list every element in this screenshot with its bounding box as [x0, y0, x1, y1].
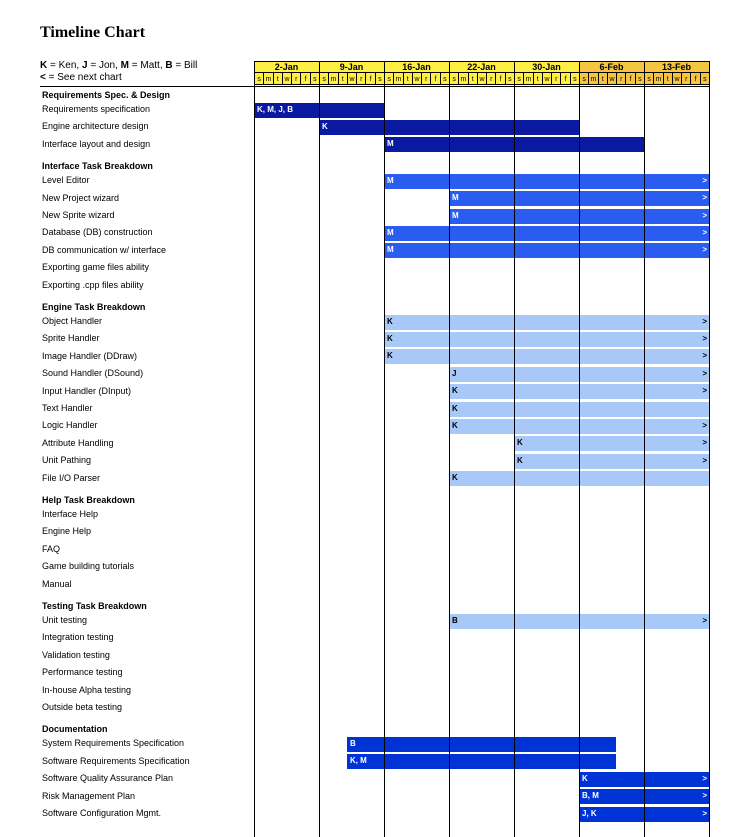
task-bar: [384, 332, 709, 347]
day-header: r: [291, 72, 301, 85]
day-header: s: [375, 72, 385, 85]
task-bar: [347, 737, 616, 752]
day-header: m: [523, 72, 533, 85]
bar-assignee: K: [517, 455, 523, 465]
day-header: f: [690, 72, 700, 85]
continues-marker: >: [702, 245, 707, 255]
continues-marker: >: [702, 193, 707, 203]
bar-assignee: K: [452, 420, 458, 430]
day-header: w: [412, 72, 422, 85]
task-bar: [384, 349, 709, 364]
continues-marker: >: [702, 791, 707, 801]
legend-text: = See next chart: [45, 72, 122, 83]
continues-marker: >: [702, 227, 707, 237]
bar-assignee: K: [517, 438, 523, 448]
day-header: s: [579, 72, 589, 85]
continues-marker: >: [702, 438, 707, 448]
day-header: t: [598, 72, 608, 85]
bar-assignee: K: [387, 333, 393, 343]
task-label: New Project wizard: [42, 192, 120, 203]
task-label: Database (DB) construction: [42, 227, 153, 238]
day-header: s: [449, 72, 459, 85]
week-gridline: [384, 61, 385, 837]
day-header: s: [700, 72, 710, 85]
day-header: t: [663, 72, 673, 85]
task-label: FAQ: [42, 543, 61, 554]
day-header: s: [514, 72, 524, 85]
bar-assignee: J, K: [582, 808, 597, 818]
week-gridline: [319, 61, 320, 837]
task-label: Engine Help: [42, 526, 92, 537]
week-gridline: [514, 61, 515, 837]
day-header: f: [300, 72, 310, 85]
section-heading: Help Task Breakdown: [42, 495, 135, 505]
section-heading: Requirements Spec. & Design: [42, 90, 171, 100]
day-header: m: [263, 72, 273, 85]
bar-assignee: K: [452, 386, 458, 396]
task-bar: [384, 174, 709, 189]
task-label: Unit testing: [42, 615, 88, 625]
day-header: t: [468, 72, 478, 85]
bar-assignee: B: [349, 738, 356, 748]
task-label: Text Handler: [42, 403, 93, 413]
week-header: 30-Jan: [514, 61, 579, 73]
day-header: s: [505, 72, 515, 85]
task-label: Sound Handler (DSound): [42, 368, 144, 379]
day-header: m: [588, 72, 598, 85]
task-label: Level Editor: [42, 175, 90, 186]
week-header: 22-Jan: [449, 61, 514, 73]
legend-line-1: [40, 60, 197, 72]
legend-text: = Matt,: [128, 60, 166, 71]
legend-text: = Ken,: [47, 60, 82, 71]
day-header: w: [477, 72, 487, 85]
task-bar: [514, 454, 709, 469]
task-label: Integration testing: [42, 632, 114, 643]
legend-text: = Bill: [172, 60, 198, 71]
day-header: f: [365, 72, 375, 85]
bar-assignee: K, M: [349, 756, 367, 766]
task-label: Outside beta testing: [42, 702, 123, 712]
week-header: 16-Jan: [384, 61, 449, 73]
day-header: m: [458, 72, 468, 85]
section-heading: Engine Task Breakdown: [42, 302, 146, 312]
continues-marker: >: [702, 333, 707, 343]
task-bar: [347, 754, 616, 769]
task-label: Exporting .cpp files ability: [42, 279, 144, 290]
task-label: Validation testing: [42, 649, 110, 660]
day-header: w: [542, 72, 552, 85]
continues-marker: >: [702, 386, 707, 396]
week-gridline: [449, 61, 450, 837]
task-label: Interface layout and design: [42, 138, 151, 149]
section-heading: Interface Task Breakdown: [42, 161, 153, 172]
task-label: In-house Alpha testing: [42, 684, 132, 695]
day-header: w: [347, 72, 357, 85]
day-header: t: [403, 72, 413, 85]
day-header: r: [486, 72, 496, 85]
task-label: Object Handler: [42, 316, 103, 326]
bar-assignee: K: [387, 316, 393, 326]
day-header: r: [681, 72, 691, 85]
week-gridline: [644, 61, 645, 837]
week-header: 2-Jan: [254, 61, 319, 73]
bar-assignee: K: [322, 121, 328, 131]
continues-marker: >: [702, 210, 707, 220]
bar-assignee: K, M, J, B: [257, 104, 294, 114]
task-label: System Requirements Specification: [42, 738, 185, 749]
task-label: Interface Help: [42, 509, 99, 519]
day-header: r: [421, 72, 431, 85]
week-gridline: [709, 61, 710, 837]
continues-marker: >: [702, 175, 707, 185]
bar-assignee: M: [387, 175, 394, 185]
bar-assignee: J: [452, 368, 457, 378]
continues-marker: >: [702, 368, 707, 378]
legend-text: J: [81, 60, 88, 71]
day-header: s: [310, 72, 320, 85]
bar-assignee: M: [452, 210, 459, 220]
bar-assignee: M: [387, 139, 394, 149]
day-header: m: [653, 72, 663, 85]
bar-assignee: B, M: [582, 791, 599, 801]
bar-assignee: K: [452, 403, 458, 413]
day-header: w: [282, 72, 292, 85]
day-header: s: [319, 72, 329, 85]
task-bar: [384, 315, 709, 330]
continues-marker: >: [702, 773, 707, 783]
task-label: Risk Management Plan: [42, 790, 136, 801]
page-title: Timeline Chart: [40, 24, 146, 41]
bar-assignee: B: [452, 615, 458, 625]
task-bar: [384, 243, 709, 258]
day-header: f: [430, 72, 440, 85]
day-header: f: [625, 72, 635, 85]
day-header: s: [440, 72, 450, 85]
task-bar: [514, 436, 709, 451]
task-label: Unit Pathing: [42, 455, 92, 466]
task-label: New Sprite wizard: [42, 210, 115, 220]
week-header: 6-Feb: [579, 61, 644, 73]
bar-assignee: M: [387, 227, 394, 237]
section-heading: Testing Task Breakdown: [42, 601, 147, 611]
legend-text: <: [40, 72, 46, 83]
week-gridline: [579, 61, 580, 837]
week-header: 13-Feb: [644, 61, 709, 73]
bar-assignee: M: [452, 193, 459, 203]
task-label: Sprite Handler: [42, 333, 100, 344]
section-heading: Documentation: [42, 724, 108, 735]
legend-text: B: [165, 60, 173, 71]
day-header: r: [356, 72, 366, 85]
bar-assignee: M: [387, 245, 394, 255]
task-label: Engine architecture design: [42, 121, 149, 132]
task-label: Software Requirements Specification: [42, 755, 190, 766]
continues-marker: >: [702, 316, 707, 326]
task-label: Manual: [42, 578, 72, 589]
legend-text: M: [120, 60, 129, 71]
task-label: Game building tutorials: [42, 561, 135, 572]
legend-text: K: [40, 60, 48, 71]
week-gridline: [254, 61, 255, 837]
day-header: m: [393, 72, 403, 85]
task-label: Software Quality Assurance Plan: [42, 773, 174, 784]
day-header: r: [551, 72, 561, 85]
legend-line-2: [40, 72, 122, 84]
day-header: r: [616, 72, 626, 85]
day-header: w: [607, 72, 617, 85]
day-header: w: [672, 72, 682, 85]
day-header: f: [495, 72, 505, 85]
continues-marker: >: [702, 351, 707, 361]
header-underline: [40, 86, 709, 87]
task-label: Exporting game files ability: [42, 262, 150, 273]
day-header: s: [254, 72, 264, 85]
continues-marker: >: [702, 615, 707, 625]
task-label: DB communication w/ interface: [42, 244, 167, 255]
continues-marker: >: [702, 420, 707, 430]
bar-assignee: K: [387, 351, 393, 361]
day-header: t: [338, 72, 348, 85]
task-label: Image Handler (DDraw): [42, 350, 138, 361]
bar-assignee: K: [582, 773, 588, 783]
continues-marker: >: [702, 455, 707, 465]
task-bar: [384, 226, 709, 241]
task-label: Attribute Handling: [42, 437, 114, 448]
week-header: 9-Jan: [319, 61, 384, 73]
task-label: File I/O Parser: [42, 472, 101, 483]
task-label: Logic Handler: [42, 420, 98, 431]
day-header: t: [273, 72, 283, 85]
day-header: s: [635, 72, 645, 85]
task-label: Performance testing: [42, 667, 123, 678]
continues-marker: >: [702, 808, 707, 818]
day-header: m: [328, 72, 338, 85]
day-header: s: [570, 72, 580, 85]
legend-text: = Jon,: [87, 60, 121, 71]
task-label: Input Handler (DInput): [42, 385, 132, 396]
day-header: s: [644, 72, 654, 85]
day-header: s: [384, 72, 394, 85]
task-label: Software Configuration Mgmt.: [42, 808, 162, 818]
day-header: t: [533, 72, 543, 85]
task-label: Requirements specification: [42, 104, 151, 114]
bar-assignee: K: [452, 473, 458, 483]
day-header: f: [560, 72, 570, 85]
